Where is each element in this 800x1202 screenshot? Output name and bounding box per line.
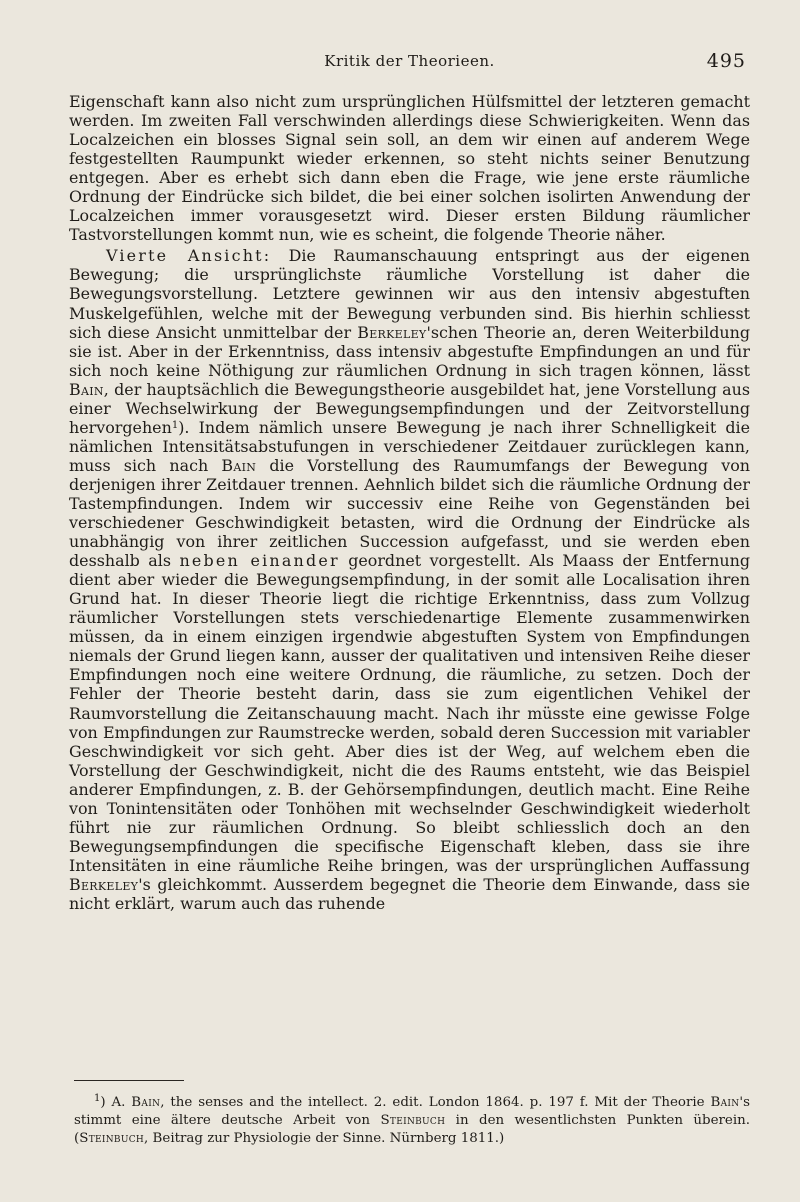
page-header — [69, 52, 750, 92]
footnote: $^1$) A. Bain, the senses and the intellect. 2. edit. London 1864. p. 197 f. Mit der Theorie Bain's stimmt eine ältere deutsche Arbeit von Steinbuch in den wesentlichsten Punkten überein. (Steinbuch, Beitrag zur Physiologie der Sinne. Nürnberg 1811.) — [74, 1093, 750, 1146]
author-name-berkeley: Berkeley — [69, 874, 139, 894]
author-name-bain: Bain — [710, 1095, 740, 1110]
section-heading-vierte-ansicht: Vierte Ansicht: — [106, 246, 272, 266]
author-name-bain: Bain — [69, 379, 104, 399]
running-title: Kritik der Theorieen. — [324, 52, 495, 70]
author-name-bain: Bain — [131, 1095, 161, 1110]
footnote-reference[interactable]: 1 — [171, 419, 179, 431]
author-name-steinbuch: Steinbuch — [380, 1113, 446, 1128]
author-name-steinbuch: Steinbuch — [79, 1131, 145, 1146]
author-name-berkeley: Berkeley — [357, 322, 427, 342]
author-name-bain: Bain — [221, 455, 257, 475]
emphasized-phrase: neben einander — [179, 551, 340, 571]
footnote-marker: 1 — [94, 1093, 101, 1104]
paragraph-1: Eigenschaft kann also nicht zum ursprünglichen Hülfsmittel der letzteren gemacht werden. Im zweiten Fall verschwinden allerdings diese Schwierigkeiten. Wenn das Localzeichen ein blosses Signal sein soll, an dem wir einen auf anderem Wege festgestellten Raumpunkt wieder erkennen, so steht nichts seiner Benutzung entgegen. Aber es erhebt sich dann eben die Frage, wie jene erste räumliche Ordnung der Eindrücke sich bildet, die bei einer solchen isolirten Anwendung der Localzeichen immer vorausgesetzt wird. Dieser ersten Bildung räumlicher Tastvorstellungen kommt nun, wie es scheint, die folgende Theorie näher. — [69, 92, 750, 245]
footnote-divider — [74, 1080, 184, 1081]
paragraph-2: Vierte Ansicht: Die Raumanschauung entspringt aus der eigenen Bewegung; die ursprünglichste räumliche Vorstellung ist daher die Bewegungsvorstellung. Letztere gewinnen wir aus den intensiv abgestuften Muskelgefühlen, welche mit der Bewegung verbunden sind. Bis hierhin schliesst sich diese Ansicht unmittelbar der Berkeley'schen Theorie an, deren Weiterbildung sie ist. Aber in der Erkenntniss, dass intensiv abgestufte Empfindungen an und für sich noch keine Nöthigung zur räumlichen Ordnung in sich tragen können, lässt Bain, der hauptsächlich die Bewegungstheorie ausgebildet hat, jene Vorstellung aus einer Wechselwirkung der Bewegungsempfindungen und der Zeitvorstellung hervorgehen$^1$). Indem nämlich unsere Bewegung je nach ihrer Schnelligkeit die nämlichen Intensitätsabstufungen in verschiedener Zeitdauer zurücklegen kann, muss sich nach Bain die Vorstellung des Raumumfangs der Bewegung von derjenigen ihrer Zeitdauer trennen. Aehnlich bildet sich die räumliche Ordnung der Tastempfindungen. Indem wir successiv eine Reihe von Gegenständen bei verschiedener Geschwindigkeit betasten, wird die Ordnung der Eindrücke als unabhängig von ihrer zeitlichen Succession aufgefasst, und sie werden eben desshalb als neben einander geordnet vorgestellt. Als Maass der Entfernung dient aber wieder die Bewegungsempfindung, in der somit alle Localisation ihren Grund hat. In dieser Theorie liegt die richtige Erkenntniss, dass zum Vollzug räumlicher Vorstellungen stets verschiedenartige Elemente zusammenwirken müssen, da in einem einzigen irgendwie abgestuften System von Empfindungen niemals der Grund liegen kann, ausser der qualitativen und intensiven Reihe dieser Empfindungen noch eine weitere Ordnung, die räumliche, zu setzen. Doch der Fehler der Theorie besteht darin, dass sie zum eigentlichen Vehikel der Raumvorstellung die Zeitanschauung macht. Nach ihr müsste eine gewisse Folge von Empfindungen zur Raumstrecke werden, sobald deren Succession mit variabler Geschwindigkeit vor sich geht. Aber dies ist der Weg, auf welchem eben die Vorstellung der Geschwindigkeit, nicht die des Raums entsteht, wie das Beispiel anderer Empfindungen, z. B. der Gehörsempfindungen, deutlich macht. Eine Reihe von Tonintensitäten oder Tonhöhen mit wechselnder Geschwindigkeit wiederholt führt nie zur räumlichen Ordnung. So bleibt schliesslich doch an den Bewegungsempfindungen die specifische Eigenschaft kleben, dass sie ihre Intensitäten in eine räumliche Reihe bringen, was der ursprünglichen Auffassung Berkeley's gleichkommt. Ausserdem begegnet die Theorie dem Einwande, dass sie nicht erklärt, warum auch das ruhende — [69, 246, 751, 913]
page-number: 495 — [706, 50, 746, 72]
body-text — [69, 92, 750, 913]
